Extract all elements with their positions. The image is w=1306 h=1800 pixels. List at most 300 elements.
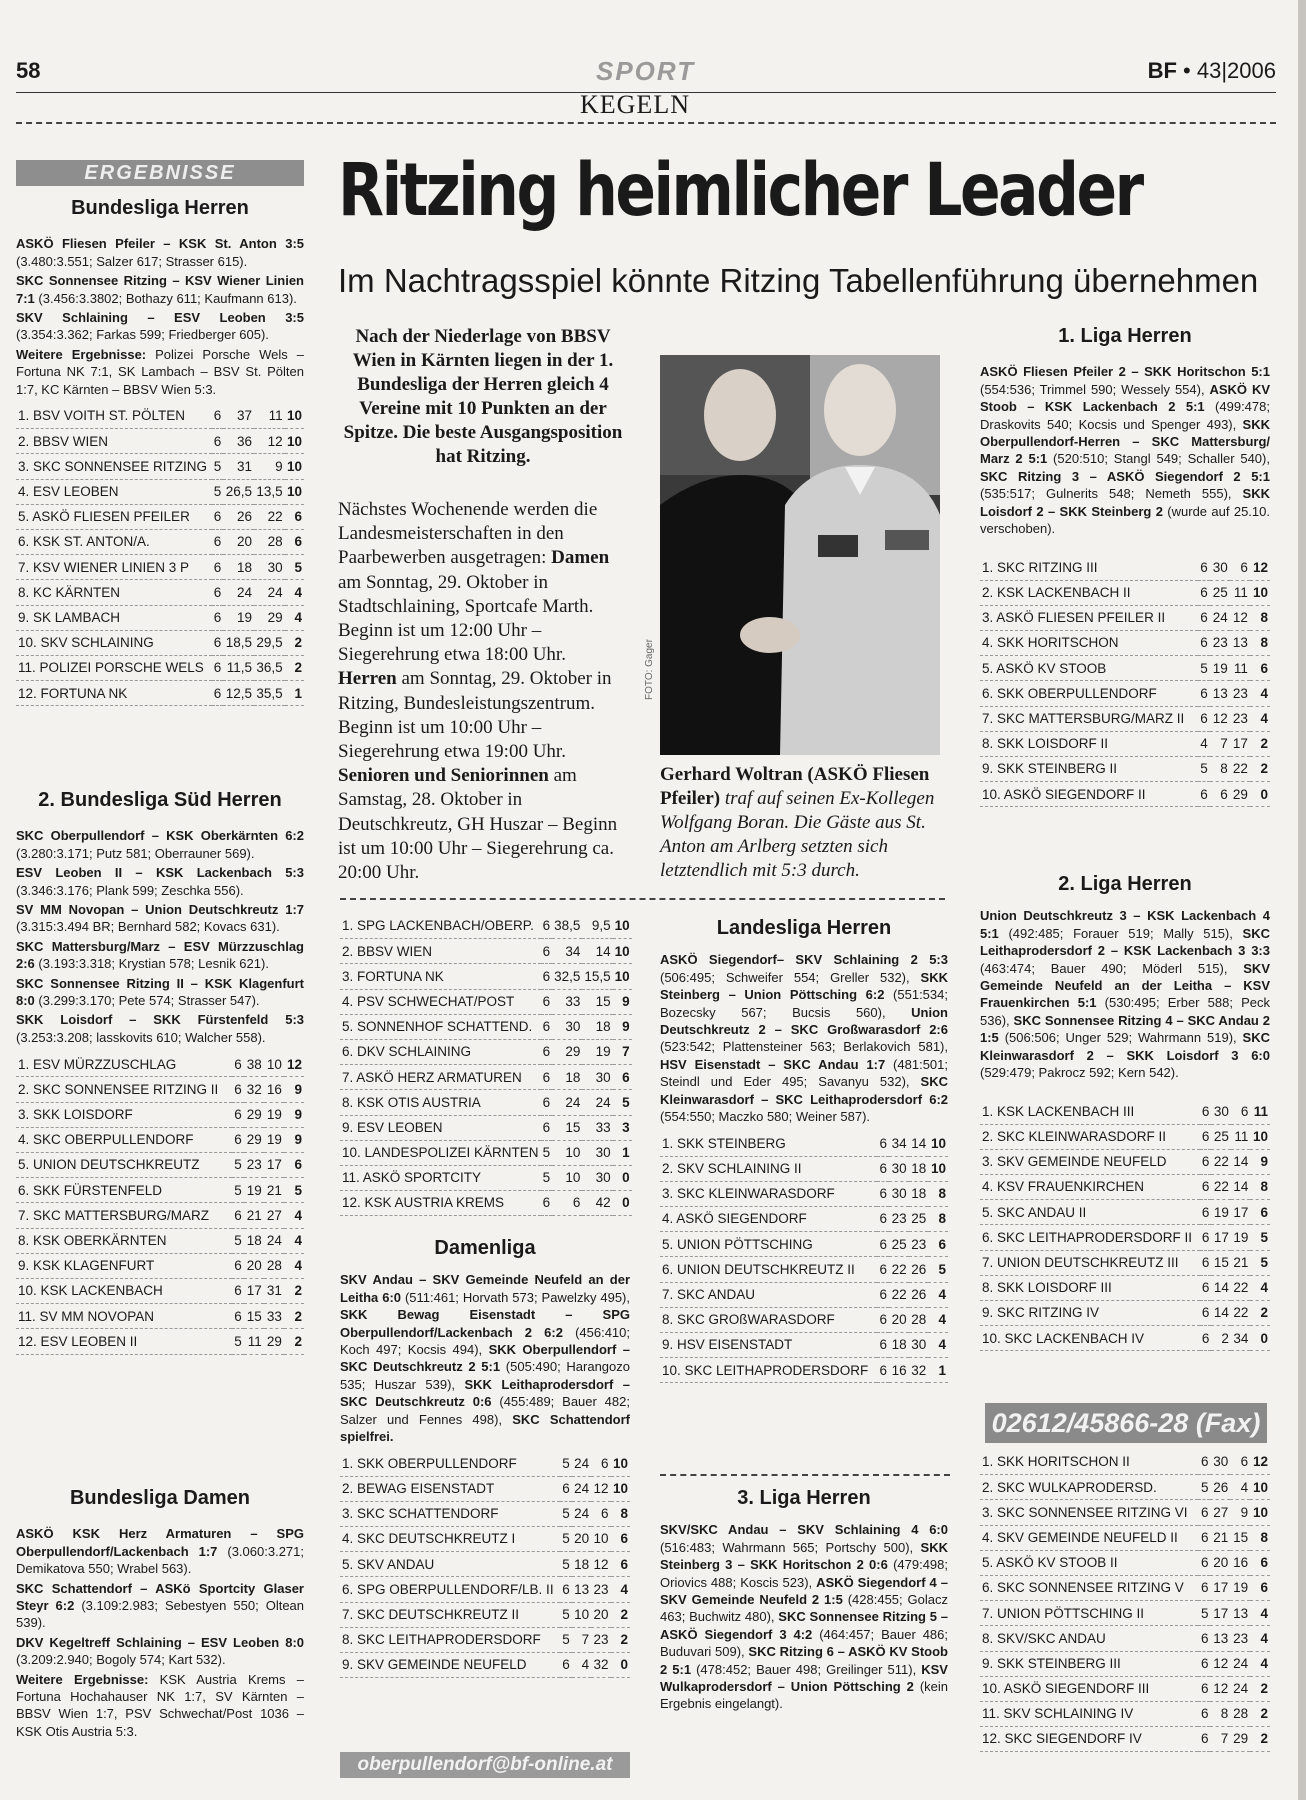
games-cell: 5 bbox=[560, 1552, 572, 1577]
points-against-cell: 14 bbox=[1231, 1149, 1251, 1174]
table-row bbox=[340, 1451, 630, 1476]
table-row bbox=[980, 1550, 1270, 1575]
team-cell: 9. SK LAMBACH bbox=[16, 605, 212, 630]
points-against-cell: 24 bbox=[254, 580, 285, 605]
games-cell: 6 bbox=[560, 1652, 572, 1677]
points-cell: 10 bbox=[285, 454, 304, 479]
table-row bbox=[980, 1525, 1270, 1550]
points-against-cell: 42 bbox=[582, 1191, 612, 1216]
points-for-cell: 10 bbox=[572, 1602, 591, 1627]
table-row bbox=[16, 454, 304, 479]
points-against-cell: 23 bbox=[1230, 1626, 1250, 1651]
points-against-cell: 35,5 bbox=[254, 681, 285, 706]
games-cell: 6 bbox=[560, 1476, 572, 1501]
points-for-cell: 24 bbox=[572, 1501, 591, 1526]
table-row bbox=[340, 1501, 630, 1526]
table-row bbox=[340, 1527, 630, 1552]
table-row bbox=[980, 1601, 1270, 1626]
points-for-cell: 20 bbox=[889, 1307, 909, 1332]
table-row bbox=[16, 605, 304, 630]
points-cell: 10 bbox=[611, 1476, 630, 1501]
games-cell: 6 bbox=[1200, 1225, 1212, 1250]
points-against-cell: 24 bbox=[1230, 1676, 1250, 1701]
games-cell: 6 bbox=[1198, 782, 1210, 807]
standings-table bbox=[980, 1099, 1270, 1351]
team-cell: 1. SKK STEINBERG bbox=[660, 1131, 877, 1156]
points-cell: 4 bbox=[1250, 1651, 1270, 1676]
points-for-cell: 20 bbox=[572, 1527, 591, 1552]
games-cell: 6 bbox=[541, 964, 553, 989]
team-cell: 8. SKC LEITHAPRODERSDORF bbox=[340, 1627, 560, 1652]
games-cell: 6 bbox=[1198, 580, 1210, 605]
result-paragraph: SKK Loisdorf – SKK Fürstenfeld 5:3 (3.253:3.208; lasskovits 610; Walcher 558). bbox=[16, 1012, 304, 1045]
table-row bbox=[980, 1626, 1270, 1651]
standings-table bbox=[340, 914, 632, 1216]
points-for-cell: 21 bbox=[244, 1203, 264, 1228]
table-row bbox=[340, 1165, 632, 1190]
result-paragraph: ASKÖ KSK Herz Armaturen – SPG Oberpullendorf/Lackenbach 1:7 (3.060:3.271; Demikatova 550; Wrabel 563). bbox=[16, 1526, 304, 1577]
team-cell: 9. SKK STEINBERG II bbox=[980, 756, 1198, 781]
games-cell: 6 bbox=[541, 1014, 553, 1039]
team-cell: 7. UNION DEUTSCHKREUTZ III bbox=[980, 1250, 1200, 1275]
table-row bbox=[340, 964, 632, 989]
points-against-cell: 29 bbox=[1230, 1727, 1250, 1752]
team-cell: 1. SKK OBERPULLENDORF bbox=[340, 1451, 560, 1476]
points-cell: 2 bbox=[284, 1278, 304, 1303]
points-against-cell: 21 bbox=[264, 1178, 284, 1203]
points-against-cell: 12 bbox=[254, 429, 285, 454]
points-for-cell: 20 bbox=[223, 530, 254, 555]
standings-table bbox=[16, 1052, 304, 1354]
result-paragraph: ASKÖ Siegendorf– SKV Schlaining 2 5:3 (506:495; Schweifer 554; Greller 532), SKK Steinberg – Union Pöttsching 6:2 (551:534; Bozecsky 567; Bucsis 560), Union Deutschkreutz 2 – SKC Großwarasdorf 2:6 (523:542; Plattensteiner 563; Berlakovich 581), HSV Eisenstadt – SKC Andau 1:7 (481:501; Steindl und Eder 495; Savanyu 532), SKC Kleinwarasdorf – SKC Leithaprodersdorf 6:2 (554:550; Maczko 580; Weiner 587). bbox=[660, 952, 948, 1125]
table-row bbox=[980, 1250, 1270, 1275]
table-row bbox=[340, 1065, 632, 1090]
points-cell: 9 bbox=[613, 989, 632, 1014]
liga2-section bbox=[980, 873, 1270, 1351]
points-against-cell: 23 bbox=[591, 1627, 610, 1652]
points-against-cell: 23 bbox=[909, 1232, 929, 1257]
games-cell: 6 bbox=[232, 1127, 244, 1152]
team-cell: 4. SKC DEUTSCHKREUTZ I bbox=[340, 1527, 560, 1552]
points-cell: 6 bbox=[613, 1065, 632, 1090]
standings-table bbox=[340, 1451, 630, 1678]
points-for-cell: 25 bbox=[1211, 1124, 1231, 1149]
points-cell: 4 bbox=[611, 1577, 630, 1602]
points-cell: 10 bbox=[1250, 1124, 1270, 1149]
table-row bbox=[340, 1476, 630, 1501]
table-row bbox=[16, 1253, 304, 1278]
fax-number: 02612/45866-28 (Fax) bbox=[985, 1403, 1267, 1443]
points-cell: 8 bbox=[611, 1501, 630, 1526]
team-cell: 2. SKC SONNENSEE RITZING II bbox=[16, 1077, 232, 1102]
games-cell: 6 bbox=[541, 1039, 553, 1064]
team-cell: 1. BSV VOITH ST. PÖLTEN bbox=[16, 404, 212, 429]
team-cell: 3. SKC SONNENSEE RITZING VI bbox=[980, 1500, 1198, 1525]
points-against-cell: 12 bbox=[591, 1476, 610, 1501]
section-heading: 1. Liga Herren bbox=[1058, 325, 1192, 347]
team-cell: 2. SKC WULKAPRODERSD. bbox=[980, 1475, 1198, 1500]
points-cell: 10 bbox=[613, 939, 632, 964]
points-against-cell: 22 bbox=[254, 504, 285, 529]
points-for-cell: 26 bbox=[223, 504, 254, 529]
points-for-cell: 7 bbox=[1210, 1727, 1230, 1752]
points-cell: 5 bbox=[613, 1090, 632, 1115]
points-cell: 2 bbox=[1250, 756, 1270, 781]
points-against-cell: 33 bbox=[264, 1304, 284, 1329]
points-for-cell: 21 bbox=[1210, 1525, 1230, 1550]
games-cell: 6 bbox=[541, 1065, 553, 1090]
points-cell: 4 bbox=[928, 1332, 948, 1357]
team-cell: 3. FORTUNA NK bbox=[340, 964, 541, 989]
table-row bbox=[980, 681, 1270, 706]
section-heading: 3. Liga Herren bbox=[737, 1487, 871, 1509]
points-against-cell: 19 bbox=[1230, 1575, 1250, 1600]
points-against-cell: 15,5 bbox=[582, 964, 612, 989]
points-cell: 8 bbox=[928, 1181, 948, 1206]
points-cell: 4 bbox=[928, 1282, 948, 1307]
header-dashed-rule bbox=[16, 122, 1276, 124]
games-cell: 6 bbox=[212, 681, 224, 706]
points-against-cell: 9 bbox=[254, 454, 285, 479]
games-cell: 5 bbox=[212, 454, 224, 479]
points-against-cell: 9,5 bbox=[582, 914, 612, 939]
points-against-cell: 10 bbox=[264, 1052, 284, 1077]
table-row bbox=[980, 756, 1270, 781]
table-row bbox=[16, 555, 304, 580]
points-for-cell: 24 bbox=[1210, 605, 1230, 630]
result-paragraph: SKV Schlaining – ESV Leoben 3:5 (3.354:3.362; Farkas 599; Friedberger 605). bbox=[16, 310, 304, 343]
games-cell: 6 bbox=[541, 1090, 553, 1115]
points-for-cell: 30 bbox=[1210, 1450, 1230, 1475]
table-row bbox=[16, 1203, 304, 1228]
games-cell: 6 bbox=[232, 1203, 244, 1228]
table-row bbox=[16, 1077, 304, 1102]
points-cell: 6 bbox=[285, 504, 304, 529]
points-cell: 2 bbox=[611, 1602, 630, 1627]
points-cell: 2 bbox=[1250, 1727, 1270, 1752]
points-against-cell: 34 bbox=[1231, 1326, 1251, 1351]
games-cell: 6 bbox=[877, 1131, 889, 1156]
points-against-cell: 29,5 bbox=[254, 630, 285, 655]
points-cell: 5 bbox=[284, 1178, 304, 1203]
points-for-cell: 18 bbox=[244, 1228, 264, 1253]
points-for-cell: 24 bbox=[552, 1090, 582, 1115]
points-cell: 2 bbox=[285, 655, 304, 680]
games-cell: 6 bbox=[1198, 1500, 1210, 1525]
games-cell: 6 bbox=[1198, 1450, 1210, 1475]
points-cell: 4 bbox=[285, 605, 304, 630]
games-cell: 6 bbox=[232, 1253, 244, 1278]
points-cell: 5 bbox=[1250, 1250, 1270, 1275]
team-cell: 5. UNION PÖTTSCHING bbox=[660, 1232, 877, 1257]
team-cell: 11. ASKÖ SPORTCITY bbox=[340, 1165, 541, 1190]
team-cell: 6. KSK ST. ANTON/A. bbox=[16, 530, 212, 555]
points-cell: 0 bbox=[611, 1652, 630, 1677]
games-cell: 6 bbox=[1198, 605, 1210, 630]
article-subheadline: Im Nachtragsspiel könnte Ritzing Tabellenführung übernehmen bbox=[338, 262, 1259, 299]
games-cell: 6 bbox=[541, 1191, 553, 1216]
divider-dashed bbox=[340, 898, 945, 900]
points-for-cell: 33 bbox=[552, 989, 582, 1014]
points-against-cell: 30 bbox=[254, 555, 285, 580]
table-row bbox=[16, 404, 304, 429]
points-for-cell: 17 bbox=[1210, 1575, 1230, 1600]
team-cell: 6. DKV SCHLAINING bbox=[340, 1039, 541, 1064]
points-for-cell: 14 bbox=[1211, 1275, 1231, 1300]
topic-title: KEGELN bbox=[580, 90, 690, 119]
section-heading: 2. Bundesliga Süd Herren bbox=[38, 789, 282, 811]
points-for-cell: 36 bbox=[223, 429, 254, 454]
team-cell: 5. ASKÖ KV STOOB II bbox=[980, 1550, 1198, 1575]
points-against-cell: 13,5 bbox=[254, 479, 285, 504]
points-cell: 7 bbox=[613, 1039, 632, 1064]
points-cell: 5 bbox=[285, 555, 304, 580]
points-cell: 2 bbox=[1250, 731, 1270, 756]
team-cell: 10. ASKÖ SIEGENDORF II bbox=[980, 782, 1198, 807]
points-cell: 0 bbox=[613, 1165, 632, 1190]
results-label: ERGEBNISSE bbox=[16, 160, 304, 186]
games-cell: 6 bbox=[541, 914, 553, 939]
games-cell: 6 bbox=[1198, 1626, 1210, 1651]
photo-caption: Gerhard Woltran (ASKÖ Fliesen Pfeiler) traf auf seinen Ex-Kollegen Wolfgang Boran. Die Gäste aus St. Anton am Arlberg setzten sich letztendlich mit 5:3 durch. bbox=[660, 764, 935, 881]
table-row bbox=[980, 1099, 1270, 1124]
games-cell: 5 bbox=[1198, 1601, 1210, 1626]
points-against-cell: 27 bbox=[264, 1203, 284, 1228]
team-cell: 11. SV MM NOVOPAN bbox=[16, 1304, 232, 1329]
damen-standings-section bbox=[340, 914, 630, 1216]
team-cell: 7. ASKÖ HERZ ARMATUREN bbox=[340, 1065, 541, 1090]
bundesliga-herren-section bbox=[16, 197, 304, 706]
team-cell: 8. SKK LOISDORF III bbox=[980, 1275, 1200, 1300]
article-headline: Ritzing heimlicher Leader bbox=[338, 148, 1142, 233]
points-for-cell: 12 bbox=[1210, 1676, 1230, 1701]
points-against-cell: 24 bbox=[1230, 1651, 1250, 1676]
result-paragraph: Weitere Ergebnisse: KSK Austria Krems – Fortuna Hochahauser NK 1:7, SV Kärnten – BBSV Wien 1:7, PSV Schwechat/Post 1036 – KSK Otis Austria 5:3. bbox=[16, 1671, 304, 1739]
points-against-cell: 26 bbox=[909, 1257, 929, 1282]
table-row bbox=[980, 1500, 1270, 1525]
points-for-cell: 19 bbox=[1210, 656, 1230, 681]
paper-name: BF bbox=[1147, 58, 1177, 83]
points-for-cell: 12 bbox=[1210, 706, 1230, 731]
games-cell: 5 bbox=[541, 1140, 553, 1165]
team-cell: 2. BBSV WIEN bbox=[340, 939, 541, 964]
games-cell: 6 bbox=[877, 1282, 889, 1307]
points-for-cell: 13 bbox=[1210, 681, 1230, 706]
points-cell: 2 bbox=[284, 1329, 304, 1354]
standings-table bbox=[660, 1131, 948, 1383]
points-cell: 10 bbox=[285, 429, 304, 454]
points-against-cell: 31 bbox=[264, 1278, 284, 1303]
article-body: Nächstes Wochenende werden die Landesmeisterschaften in den Paarbewerben ausgetragen: Damen am Sonntag, 29. Oktober in Stadtschlaining, Sportcafe Marth. Beginn ist um 12:00 Uhr – Siegerehrung etwa 18:00 Uhr. Herren am Sonntag, 29. Oktober in Ritzing, Bundesleistungszentrum. Beginn ist um 10:00 Uhr – Siegerehrung etwa 19:00 Uhr. Senioren und Seniorinnen am Samstag, 28. Oktober in Deutschkreutz, GH Huszar – Beginn ist um 10:00 Uhr – Siegerehrung ca. 20:00 Uhr. bbox=[338, 499, 618, 884]
team-cell: 9. KSK KLAGENFURT bbox=[16, 1253, 232, 1278]
table-row bbox=[980, 1450, 1270, 1475]
team-cell: 5. ASKÖ KV STOOB bbox=[980, 656, 1198, 681]
points-for-cell: 30 bbox=[1210, 555, 1230, 580]
points-for-cell: 7 bbox=[572, 1627, 591, 1652]
points-for-cell: 8 bbox=[1210, 756, 1230, 781]
article-photo bbox=[660, 355, 940, 755]
team-cell: 4. ESV LEOBEN bbox=[16, 479, 212, 504]
points-cell: 8 bbox=[1250, 1175, 1270, 1200]
points-cell: 11 bbox=[1250, 1099, 1270, 1124]
table-row bbox=[980, 1149, 1270, 1174]
points-cell: 4 bbox=[1250, 1626, 1270, 1651]
table-row bbox=[660, 1232, 948, 1257]
points-for-cell: 17 bbox=[244, 1278, 264, 1303]
points-for-cell: 10 bbox=[552, 1140, 582, 1165]
points-for-cell: 37 bbox=[223, 404, 254, 429]
games-cell: 6 bbox=[232, 1077, 244, 1102]
team-cell: 10. SKC LEITHAPRODERSDORF bbox=[660, 1358, 877, 1383]
points-against-cell: 6 bbox=[591, 1501, 610, 1526]
team-cell: 2. SKC KLEINWARASDORF II bbox=[980, 1124, 1200, 1149]
points-cell: 9 bbox=[284, 1127, 304, 1152]
points-for-cell: 6 bbox=[1210, 782, 1230, 807]
points-cell: 4 bbox=[1250, 1275, 1270, 1300]
points-against-cell: 13 bbox=[1230, 1601, 1250, 1626]
points-for-cell: 15 bbox=[244, 1304, 264, 1329]
points-against-cell: 21 bbox=[1231, 1250, 1251, 1275]
points-cell: 2 bbox=[284, 1304, 304, 1329]
games-cell: 6 bbox=[232, 1304, 244, 1329]
games-cell: 6 bbox=[560, 1577, 572, 1602]
points-cell: 1 bbox=[613, 1140, 632, 1165]
team-cell: 10. LANDESPOLIZEI KÄRNTEN bbox=[340, 1140, 541, 1165]
points-against-cell: 19 bbox=[582, 1039, 612, 1064]
table-row bbox=[16, 1102, 304, 1127]
team-cell: 3. SKC KLEINWARASDORF bbox=[660, 1181, 877, 1206]
points-for-cell: 20 bbox=[244, 1253, 264, 1278]
points-cell: 6 bbox=[285, 530, 304, 555]
points-for-cell: 15 bbox=[1211, 1250, 1231, 1275]
games-cell: 6 bbox=[212, 630, 224, 655]
points-against-cell: 4 bbox=[1230, 1475, 1250, 1500]
result-paragraph: SKV/SKC Andau – SKV Schlaining 4 6:0 (516:483; Wahrmann 565; Portschy 500), SKK Steinberg 3 – SKK Horitschon 2 0:6 (479:498; Oriovics 488; Koscis 523), ASKÖ Siegendorf 4 – SKV Gemeinde Neufeld 2 1:5 (428:455; Golacz 463; Buchwitz 480), SKC Sonnensee Ritzing 5 – ASKÖ Siegendorf 3 4:2 (464:457; Bauer 486; Buduvari 509), SKC Ritzing 6 – ASKÖ KV Stoob 2 5:1 (478:452; Bauer 498; Greilinger 511), KSV Wulkaprodersdorf – Union Pöttsching 2 (kein Ergebnis eingelangt). bbox=[660, 1522, 949, 1712]
points-cell: 4 bbox=[284, 1228, 304, 1253]
points-cell: 1 bbox=[285, 681, 304, 706]
points-cell: 4 bbox=[1250, 706, 1270, 731]
table-row bbox=[980, 706, 1270, 731]
points-against-cell: 17 bbox=[264, 1153, 284, 1178]
result-paragraph: SV MM Novopan – Union Deutschkreutz 1:7 (3.315:3.494 BR; Bernhard 582; Kovacs 631). bbox=[16, 902, 304, 935]
points-for-cell: 19 bbox=[1211, 1200, 1231, 1225]
team-cell: 4. KSV FRAUENKIRCHEN bbox=[980, 1175, 1200, 1200]
team-cell: 5. ASKÖ FLIESEN PFEILER bbox=[16, 504, 212, 529]
games-cell: 6 bbox=[877, 1207, 889, 1232]
table-row bbox=[340, 939, 632, 964]
games-cell: 6 bbox=[877, 1257, 889, 1282]
team-cell: 4. PSV SCHWECHAT/POST bbox=[340, 989, 541, 1014]
games-cell: 6 bbox=[212, 404, 224, 429]
games-cell: 5 bbox=[1198, 1475, 1210, 1500]
team-cell: 11. SKV SCHLAINING IV bbox=[980, 1701, 1198, 1726]
points-against-cell: 15 bbox=[1230, 1525, 1250, 1550]
points-for-cell: 18,5 bbox=[223, 630, 254, 655]
table-row bbox=[16, 504, 304, 529]
team-cell: 5. SONNENHOF SCHATTEND. bbox=[340, 1014, 541, 1039]
table-row bbox=[340, 1090, 632, 1115]
team-cell: 6. SKK FÜRSTENFELD bbox=[16, 1178, 232, 1203]
points-for-cell: 14 bbox=[1211, 1300, 1231, 1325]
points-for-cell: 13 bbox=[572, 1577, 591, 1602]
points-cell: 4 bbox=[928, 1307, 948, 1332]
team-cell: 11. POLIZEI PORSCHE WELS bbox=[16, 655, 212, 680]
points-against-cell: 13 bbox=[1230, 631, 1250, 656]
games-cell: 6 bbox=[541, 939, 553, 964]
points-for-cell: 20 bbox=[1210, 1550, 1230, 1575]
points-against-cell: 24 bbox=[582, 1090, 612, 1115]
games-cell: 6 bbox=[877, 1332, 889, 1357]
table-row bbox=[16, 479, 304, 504]
points-cell: 4 bbox=[285, 580, 304, 605]
points-against-cell: 11 bbox=[254, 404, 285, 429]
points-for-cell: 38,5 bbox=[552, 914, 582, 939]
games-cell: 5 bbox=[232, 1153, 244, 1178]
games-cell: 6 bbox=[1198, 706, 1210, 731]
games-cell: 6 bbox=[1198, 1525, 1210, 1550]
points-against-cell: 15 bbox=[582, 989, 612, 1014]
points-cell: 4 bbox=[284, 1253, 304, 1278]
points-cell: 3 bbox=[613, 1115, 632, 1140]
points-cell: 9 bbox=[284, 1077, 304, 1102]
points-against-cell: 11 bbox=[1230, 656, 1250, 681]
games-cell: 5 bbox=[212, 479, 224, 504]
points-for-cell: 11 bbox=[244, 1329, 264, 1354]
points-for-cell: 29 bbox=[244, 1127, 264, 1152]
points-cell: 10 bbox=[928, 1131, 948, 1156]
team-cell: 7. SKC ANDAU bbox=[660, 1282, 877, 1307]
contact-email[interactable]: oberpullendorf@bf-online.at bbox=[340, 1752, 630, 1778]
points-against-cell: 30 bbox=[582, 1165, 612, 1190]
points-against-cell: 18 bbox=[582, 1014, 612, 1039]
games-cell: 6 bbox=[212, 429, 224, 454]
standings-table bbox=[16, 404, 304, 706]
result-paragraph: SKC Schattendorf – ASKö Sportcity Glaser Steyr 6:2 (3.109:2.983; Sebestyen 550; Oltean 539). bbox=[16, 1580, 305, 1631]
points-against-cell: 23 bbox=[1230, 681, 1250, 706]
section-heading: 2. Liga Herren bbox=[1058, 873, 1192, 895]
points-for-cell: 22 bbox=[889, 1257, 909, 1282]
liga1-section bbox=[980, 325, 1271, 807]
games-cell: 6 bbox=[541, 1115, 553, 1140]
points-for-cell: 26,5 bbox=[223, 479, 254, 504]
table-row bbox=[980, 1475, 1270, 1500]
points-against-cell: 23 bbox=[1230, 706, 1250, 731]
points-against-cell: 36,5 bbox=[254, 655, 285, 680]
games-cell: 6 bbox=[212, 655, 224, 680]
team-cell: 3. ASKÖ FLIESEN PFEILER II bbox=[980, 605, 1198, 630]
team-cell: 8. SKC GROßWARASDORF bbox=[660, 1307, 877, 1332]
points-against-cell: 12 bbox=[1230, 605, 1250, 630]
games-cell: 6 bbox=[877, 1307, 889, 1332]
games-cell: 6 bbox=[232, 1052, 244, 1077]
points-against-cell: 23 bbox=[591, 1577, 610, 1602]
table-row bbox=[16, 1052, 304, 1077]
games-cell: 6 bbox=[1200, 1175, 1212, 1200]
points-for-cell: 8 bbox=[1210, 1701, 1230, 1726]
points-against-cell: 29 bbox=[264, 1329, 284, 1354]
games-cell: 6 bbox=[541, 989, 553, 1014]
points-against-cell: 10 bbox=[591, 1527, 610, 1552]
team-cell: 7. SKC DEUTSCHKREUTZ II bbox=[340, 1602, 560, 1627]
result-paragraph: DKV Kegeltreff Schlaining – ESV Leoben 8:0 (3.209:2.940; Bogoly 574; Kart 532). bbox=[16, 1634, 304, 1668]
games-cell: 5 bbox=[232, 1178, 244, 1203]
points-against-cell: 22 bbox=[1231, 1275, 1251, 1300]
team-cell: 8. SKK LOISDORF II bbox=[980, 731, 1198, 756]
games-cell: 6 bbox=[1200, 1149, 1212, 1174]
points-cell: 4 bbox=[284, 1203, 304, 1228]
table-row bbox=[16, 1228, 304, 1253]
points-cell: 6 bbox=[611, 1527, 630, 1552]
